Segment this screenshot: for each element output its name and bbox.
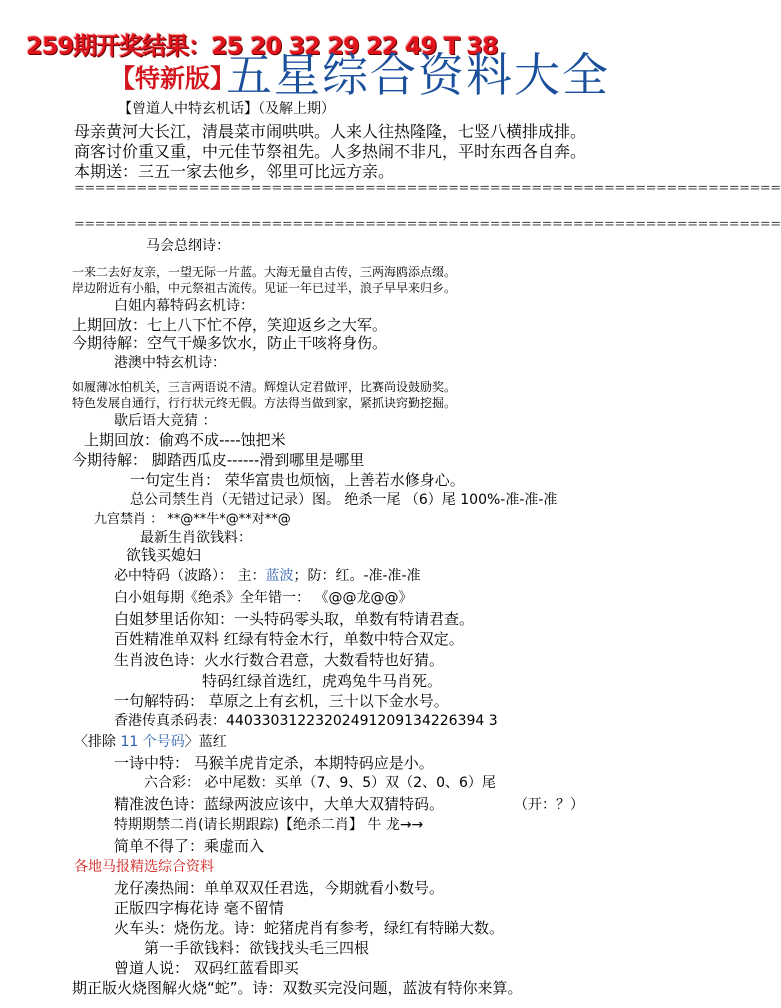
gangao-line2: 特色发展自通行，行行状元终无假。方法得当做到家，紧抓诀窍勤挖掘。 <box>72 396 457 410</box>
bizhong-rest: ；防：红。-准-准-准 <box>293 568 421 584</box>
gangao-line1: 如履薄冰怕机关，三言两语说不清。辉煌认定君做评，比赛尚设鼓励奖。 <box>72 380 457 394</box>
bizhong-blue: 蓝波 <box>265 568 294 584</box>
jiugong-forbidden: 九宫禁肖 ： **@**牛*@**对**@ <box>94 512 291 527</box>
jiandan-line: 简单不得了：乘虚而入 <box>114 837 265 855</box>
bizhong-label: 必中特码（波路）： 主： <box>114 568 266 584</box>
jingzhun-bo: 精准波色诗：蓝绿两波应该中，大单大双猜特码。 <box>114 795 445 813</box>
longzi-line: 龙仔凑热闹：单单双双任君选，今期就看小数号。 <box>114 879 445 897</box>
paichu-pre: 〈排除 <box>74 734 121 750</box>
paichu-line <box>74 735 227 749</box>
kai-label: （开：？） <box>514 797 584 813</box>
diyi-line: 第一手欲钱料：欲钱找头毛三四根 <box>144 939 370 957</box>
yiju-shengxiao: 一句定生肖： 荣华富贵也烦恼，上善若水修身心。 <box>130 471 465 489</box>
tema-hong: 特码红绿首选红，虎鸡兔牛马肖死。 <box>202 672 443 690</box>
xiehou-prev: 上期回放：偷鸡不成----蚀把米 <box>84 431 286 449</box>
edition-badge: 【特新版】 <box>110 64 236 93</box>
page-title: 五星综合资料大全 <box>226 48 610 102</box>
teqi-line: 特期期禁二肖(请长期跟踪)【绝杀二肖】 牛 龙→→ <box>114 817 424 833</box>
paichu-post: 〉蓝红 <box>184 734 227 750</box>
separator-2: ==================================================================== <box>74 217 781 232</box>
paichu-num: 11 个号码 <box>120 734 185 750</box>
baixiao-heading: 白姐内幕特码玄机诗： <box>114 298 254 314</box>
baijie-dream: 白姐梦里话你知：一头特码零头取，单数有特请君查。 <box>114 610 475 628</box>
xiehou-heading: 歇后语大竞猜 ： <box>114 413 217 429</box>
result-banner: 259期开奖结果：25 20 32 29 22 49 T 38 <box>26 32 498 60</box>
xiehou-now: 今期待解： 脚踏西瓜皮------滑到哪里是哪里 <box>72 451 365 469</box>
horse-line2: 岸边附近有小船，中元祭祖古流传。见证一年已过半，浪子早早来归乡。 <box>72 281 457 295</box>
gangao-heading: 港澳中特玄机诗： <box>114 355 226 371</box>
newest-heading: 最新生肖欲钱料： <box>140 530 252 546</box>
horse-line1: 一来二去好友亲，一望无际一片蓝。大海无量自古传，三两海鸥添点缀。 <box>72 265 457 279</box>
gedi-heading: 各地马报精选综合资料 <box>74 859 214 875</box>
xianggang-line: 香港传真杀码表：44033031223202491209134226394 3 <box>114 713 498 729</box>
yishi-line: 一诗中特： 马猴羊虎肯定杀，本期特码应是小。 <box>114 754 434 772</box>
baixiaojie-line: 白小姐每期《绝杀》全年错一： 《@@龙@@》 <box>114 590 413 606</box>
section1-line2: 商客讨价重又重，中元佳节祭祖先。人多热闹不非凡，平时东西各自奔。 <box>74 142 587 161</box>
last-line: 期正版火烧图解火烧“蛇”。诗：双数买完没问题，蓝波有特你来算。 <box>72 979 523 997</box>
horse-heading: 马会总纲诗： <box>146 238 230 254</box>
company-forbidden: 总公司禁生肖（无错过记录）图。 绝杀一尾 （6）尾 100%-准-准-准 <box>130 492 558 508</box>
section1-heading: 【曾道人中特玄机话】（及解上期） <box>118 101 335 117</box>
section1-line1: 母亲黄河大长江，清晨菜市闹哄哄。人来人往热隆隆，七竖八横排成排。 <box>74 122 587 141</box>
baixiao-prev: 上期回放：七上八下忙不停，笑迎返乡之大军。 <box>72 316 388 334</box>
yiju-jie: 一句解特码： 草原之上有玄机，三十以下金水号。 <box>114 692 449 710</box>
huoche-line: 火车头：烧伤龙。诗：蛇猪虎肖有参考，绿红有特睇大数。 <box>114 919 505 937</box>
shengxiao-bo: 生肖波色诗：火水行数合君意，大数看特也好猜。 <box>114 651 445 669</box>
bizhong-line <box>114 569 421 583</box>
separator-1: ==================================================================== <box>74 181 781 196</box>
baixing-line: 百姓精准单双料 红绿有特金木行，单数中特合双定。 <box>114 630 464 648</box>
zengdao-line: 曾道人说： 双码红蓝看即买 <box>114 959 299 977</box>
zhengban-line: 正版四字梅花诗 毫不留情 <box>114 899 284 917</box>
yuqian-line: 欲钱买媳妇 <box>126 546 202 564</box>
baixiao-now: 今期待解：空气干燥多饮水，防止干咳将身伤。 <box>72 334 388 352</box>
liuhe-line: 六合彩： 必中尾数：买单（7、9、5）双（2、0、6）尾 <box>144 775 496 791</box>
section1-line3: 本期送：三五一家去他乡，邻里可比远方亲。 <box>74 162 395 181</box>
